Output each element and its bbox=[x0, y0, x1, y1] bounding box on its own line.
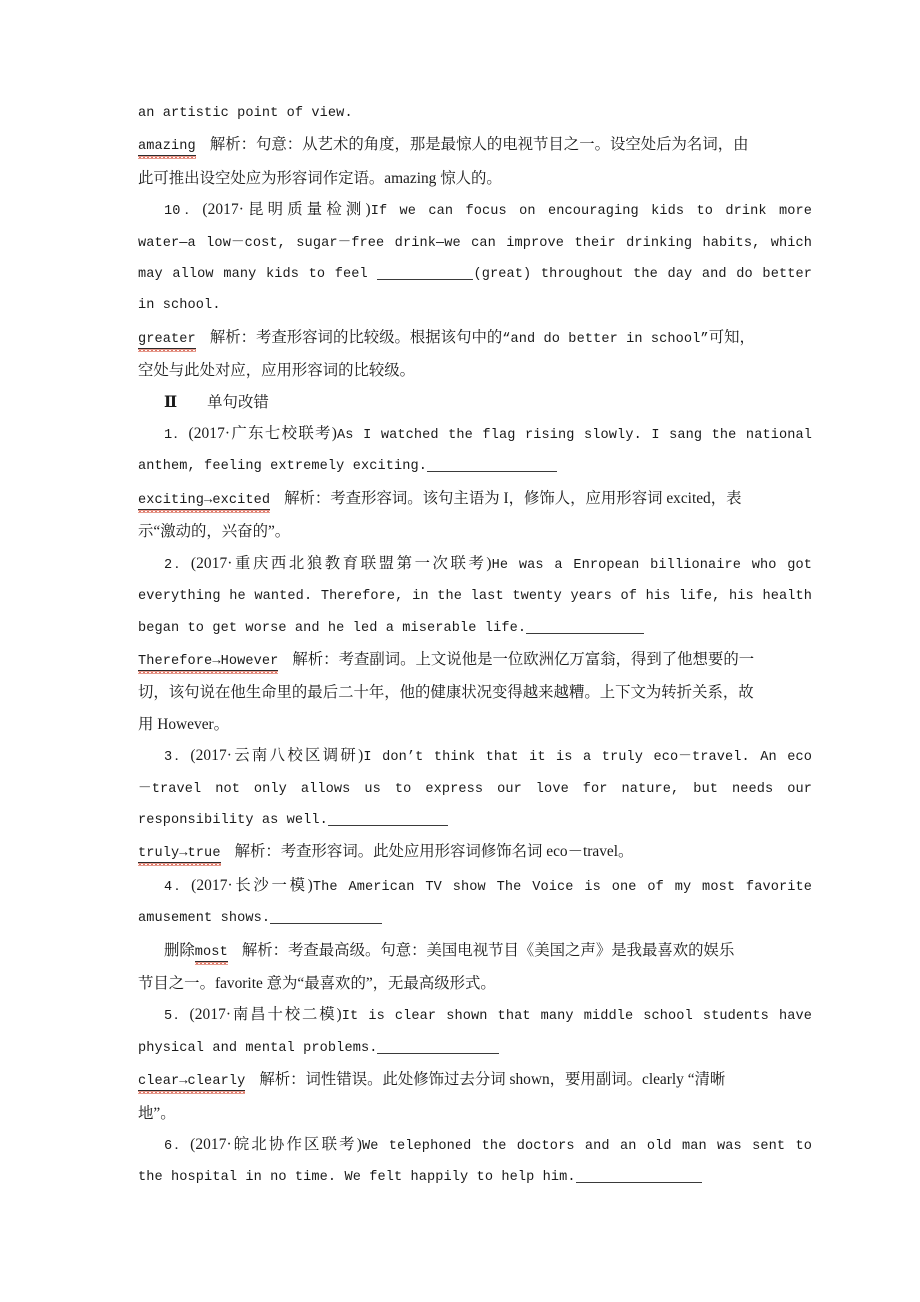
answer-token-truly-true: truly→true bbox=[138, 846, 221, 862]
exercise-2-number: 2． bbox=[164, 557, 191, 573]
exercise-4-answer-line: 删除most 解析：考查最高级。句意：美国电视节目《美国之声》是我最喜欢的娱乐 bbox=[164, 941, 735, 960]
exercise-2-answer-line: Therefore→However 解析：考查副词。上文说他是一位欧洲亿万富翁，得到了他想要的一 bbox=[138, 650, 755, 669]
exercise-6-line-1: 6．(2017·皖北协作区联考)We telephoned the doctors and an old man was sent to bbox=[164, 1136, 813, 1154]
exercise-3-source: (2017·云南八校区调研) bbox=[190, 747, 364, 765]
exercise-1-line-2: anthem, feeling extremely exciting. bbox=[138, 451, 812, 482]
answer-token-most: most bbox=[194, 944, 228, 960]
exercise-5-number: 5． bbox=[164, 1009, 190, 1025]
exercise-6-number: 6． bbox=[164, 1139, 191, 1154]
question-10-answer-line: greater 解析：考查形容词的比较级。根据该句中的“and do better in school”可知， bbox=[138, 328, 755, 347]
exercise-4-source: (2017·长沙一模) bbox=[191, 876, 313, 894]
correction-blank-e1[interactable] bbox=[427, 471, 557, 472]
exercise-2-source: (2017·重庆西北狼教育联盟第一次联考) bbox=[190, 554, 492, 572]
exercise-5-source: (2017·南昌十校二模) bbox=[189, 1006, 342, 1024]
answer-token-exciting-excited: exciting→excited bbox=[138, 492, 271, 508]
exercise-3-line-1: 3．(2017·云南八校区调研)I don’t think that it is a truly eco－travel. An eco bbox=[164, 747, 813, 766]
question-10-explanation-line-2: 空处与此处对应，应用形容词的比较级。 bbox=[138, 362, 416, 380]
exercise-4-line-1: 4．(2017·长沙一模)The American TV show The Voice is one of my most favorite bbox=[164, 876, 812, 895]
exercise-4-explanation-line-2: 节目之一。favorite 意为“最喜欢的”，无最高级形式。 bbox=[138, 974, 496, 992]
question-10-line-1: 10．(2017·昆明质量检测)If we can focus on encouraging kids to drink more bbox=[164, 201, 812, 220]
exercise-5-explanation-line-2: 地”。 bbox=[138, 1104, 176, 1122]
question-9-tail: an artistic point of view. bbox=[138, 106, 353, 121]
question-10-source: (2017·昆明质量检测) bbox=[202, 201, 371, 219]
exercise-5-answer-line: clear→clearly 解析：词性错误。此处修饰过去分词 shown，要用副词。clearly “清晰 bbox=[138, 1071, 726, 1090]
correction-blank-e6[interactable] bbox=[576, 1182, 702, 1183]
answer-token-therefore-however: Therefore→However bbox=[138, 653, 279, 669]
exercise-3-answer-line: truly→true 解析：考查形容词。此处应用形容词修饰名词 eco－travel。 bbox=[138, 843, 634, 862]
exercise-1-line-1: 1．(2017·广东七校联考)As I watched the flag rising slowly. I sang the national bbox=[164, 425, 812, 444]
question-10-line-2: water—a low－cost, sugar－free drink—we can improve their drinking habits, which bbox=[138, 235, 812, 251]
answer-token-amazing: amazing bbox=[138, 139, 196, 155]
exercise-3-number: 3． bbox=[164, 750, 191, 766]
exercise-4-line-2: amusement shows. bbox=[138, 903, 812, 934]
exercise-1-answer-line: exciting→excited 解析：考查形容词。该句主语为 I，修饰人，应用形容词 excited，表 bbox=[138, 489, 742, 508]
exercise-2-line-2: everything he wanted. Therefore, in the last twenty years of his life, his health bbox=[138, 589, 812, 605]
exercise-5-line-1: 5．(2017·南昌十校二模)It is clear shown that many middle school students have bbox=[164, 1006, 812, 1025]
question-9-answer-line bbox=[138, 129, 812, 162]
section-title: 单句改错 bbox=[207, 393, 269, 411]
exercise-6-source: (2017·皖北协作区联考) bbox=[190, 1136, 362, 1153]
exercise-6-line-2: the hospital in no time. We felt happily to help him. bbox=[138, 1162, 812, 1193]
question-9-explanation-line-2: 此可推出设空处应为形容词作定语。amazing 惊人的。 bbox=[138, 169, 502, 187]
exercise-3-line-3: responsibility as well. bbox=[138, 805, 812, 836]
fill-in-blank-q10[interactable] bbox=[377, 279, 473, 280]
question-10-line-4: in school. bbox=[138, 298, 221, 314]
section-heading bbox=[138, 387, 812, 418]
exercise-2-line-1: 2．(2017·重庆西北狼教育联盟第一次联考)He was a Enropean billionaire who got bbox=[164, 554, 812, 573]
correction-blank-e5[interactable] bbox=[377, 1053, 499, 1054]
question-10-number: 10． bbox=[164, 204, 203, 220]
correction-blank-e4[interactable] bbox=[270, 923, 382, 924]
exercise-1-number: 1． bbox=[164, 428, 189, 444]
answer-token-greater: greater bbox=[138, 331, 196, 347]
question-10-line-3: may allow many kids to feel (great) throughout the day and do better bbox=[138, 267, 812, 283]
question-10-explanation-quote: “and do better in school” bbox=[502, 331, 709, 347]
exercise-4-number: 4． bbox=[164, 879, 192, 895]
exercise-3-line-2: －travel not only allows us to express our love for nature, but needs our bbox=[138, 781, 812, 797]
correction-blank-e2[interactable] bbox=[526, 633, 644, 634]
exercise-1-source: (2017·广东七校联考) bbox=[188, 425, 338, 443]
exercise-1-explanation-line-2: 示“激动的，兴奋的”。 bbox=[138, 523, 291, 541]
question-9-explanation-line-1: 解析：句意：从艺术的角度，那是最惊人的电视节目之一。设空处后为名词，由 bbox=[209, 136, 749, 154]
exercise-4-answer-prefix: 删除 bbox=[164, 941, 195, 959]
answer-token-clear-clearly: clear→clearly bbox=[138, 1074, 246, 1090]
exercise-5-line-2: physical and mental problems. bbox=[138, 1033, 812, 1064]
exercise-2-explanation-line-3: 用 However。 bbox=[138, 715, 230, 733]
section-numeral: Ⅱ bbox=[164, 393, 178, 411]
exercise-2-explanation-line-2: 切，该句说在他生命里的最后二十年，他的健康状况变得越来越糟。上下文为转折关系，故 bbox=[138, 684, 754, 702]
correction-blank-e3[interactable] bbox=[328, 825, 448, 826]
exercise-2-line-3: began to get worse and he led a miserable life. bbox=[138, 613, 812, 644]
